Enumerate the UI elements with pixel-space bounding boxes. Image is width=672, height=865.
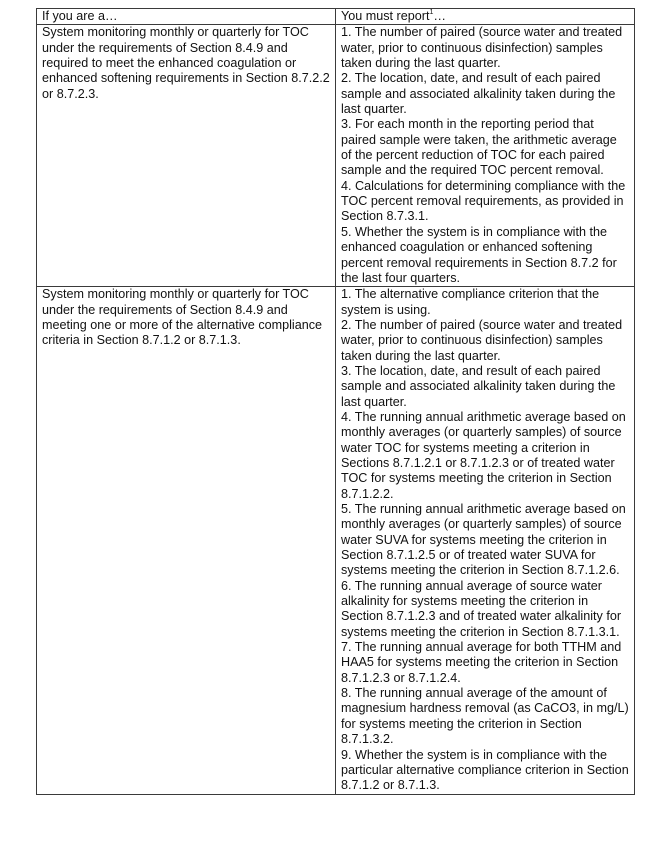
- header-ellipsis: …: [433, 9, 446, 23]
- table-header-row: [37, 9, 635, 25]
- requirement-item: 5. The running annual arithmetic average based on monthly averages (or quarterly samples) of source water SUVA for systems meeting the criterion in Section 8.7.1.2.5 or of treated water SUVA for systems meeting the criterion in Section 8.7.1.2.6.: [341, 502, 626, 578]
- requirement-item: 6. The running annual average of source water alkalinity for systems meeting the criterion in Section 8.7.1.2.3 and of treated water alkalinity for systems meeting the criterion in Section 8.7.1.3.1.: [341, 578, 622, 639]
- requirement-item: 4. Calculations for determining compliance with the TOC percent removal requirements, as provided in Section 8.7.3.1.: [341, 178, 626, 224]
- header-if-you-are-label: If you are a…: [42, 9, 118, 23]
- condition-text: System monitoring monthly or quarterly for TOC under the requirements of Section 8.4.9 and required to meet the enhanced coagulation or enhanced softening requirements in Section 8.7.2.2 or 8.7.2.3.: [42, 25, 330, 101]
- requirement-item: 3. The location, date, and result of each paired sample and associated alkalinity taken during the last quarter.: [341, 363, 616, 409]
- requirement-item: 2. The number of paired (source water and treated water, prior to continuous disinfection) samples taken during the last quarter.: [341, 317, 623, 363]
- table-row: [37, 25, 635, 287]
- requirement-item: 5. Whether the system is in compliance with the enhanced coagulation or enhanced softening percent removal requirements in Section 8.7.2 for the last four quarters.: [341, 224, 617, 285]
- requirements-cell: [336, 287, 635, 794]
- footnote-marker: 1: [429, 8, 434, 16]
- requirement-item: 1. The number of paired (source water and treated water, prior to continuous disinfection) samples taken during the last quarter.: [341, 25, 623, 71]
- requirement-item: 4. The running annual arithmetic average based on monthly averages (or quarterly samples) of source water TOC for systems meeting a criterion in Sections 8.7.1.2.1 or 8.7.1.2.3 or of treated water TOC for systems meeting the criterion in Section 8.7.1.2.2.: [341, 409, 626, 501]
- requirement-item: 7. The running annual average for both TTHM and HAA5 for systems meeting the criterion in Section 8.7.1.2.3 or 8.7.1.2.4.: [341, 640, 622, 685]
- header-you-must-report-label: You must report: [341, 9, 430, 23]
- table-row: [37, 287, 635, 794]
- reporting-requirements-table: [36, 8, 635, 795]
- requirement-item: 3. For each month in the reporting period that paired sample were taken, the arithmetic average of the percent reduction of TOC for each paired sample and the required TOC percent removal.: [341, 117, 617, 178]
- condition-text: System monitoring monthly or quarterly for TOC under the requirements of Section 8.4.9 and meeting one or more of the alternative compliance criteria in Section 8.7.1.2 or 8.7.1.3.: [42, 287, 323, 348]
- requirements-cell: [336, 25, 635, 287]
- condition-cell: [37, 25, 336, 287]
- header-you-must-report: [336, 9, 635, 25]
- header-if-you-are: [37, 9, 336, 25]
- requirement-item: 9. Whether the system is in compliance with the particular alternative compliance criterion in Section 8.7.1.2 or 8.7.1.3.: [341, 747, 629, 793]
- requirement-item: 2. The location, date, and result of each paired sample and associated alkalinity taken during the last quarter.: [341, 71, 616, 117]
- requirement-item: 1. The alternative compliance criterion that the system is using.: [341, 287, 600, 317]
- requirement-item: 8. The running annual average of the amount of magnesium hardness removal (as CaCO3, in mg/L) for systems meeting the criterion in Section 8.7.1.3.2.: [341, 686, 629, 747]
- condition-cell: [37, 287, 336, 794]
